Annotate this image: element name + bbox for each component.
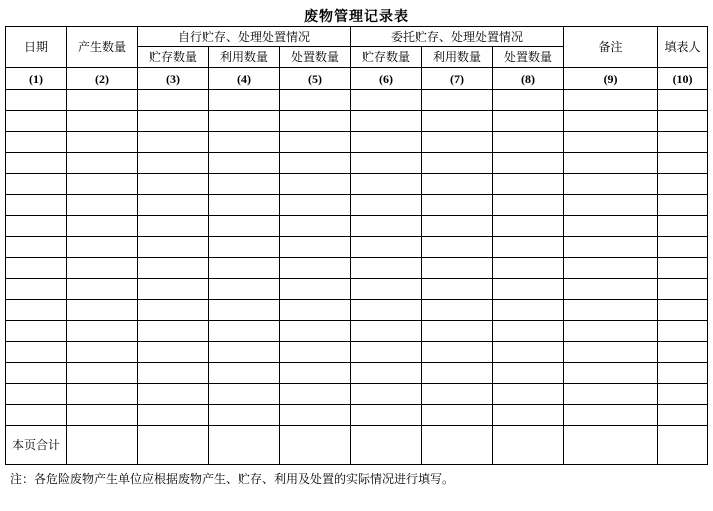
table-cell[interactable] — [209, 195, 280, 216]
page-total-label: 本页合计 — [11, 438, 60, 452]
table-cell[interactable] — [209, 90, 280, 111]
table-cell[interactable] — [422, 153, 493, 174]
table-cell[interactable] — [138, 426, 209, 465]
table-cell[interactable] — [209, 174, 280, 195]
table-cell[interactable] — [658, 342, 708, 363]
table-cell[interactable] — [351, 111, 422, 132]
table-cell[interactable] — [351, 279, 422, 300]
table-row — [6, 216, 708, 237]
table-cell[interactable] — [422, 363, 493, 384]
table-cell[interactable] — [138, 384, 209, 405]
table-cell[interactable] — [209, 321, 280, 342]
header-self-disposal: 处置数量 — [280, 47, 351, 68]
table-cell[interactable] — [422, 321, 493, 342]
table-cell[interactable] — [564, 342, 658, 363]
column-number: (6) — [351, 68, 422, 90]
table-cell[interactable] — [67, 132, 138, 153]
table-row — [6, 90, 708, 111]
table-cell[interactable] — [493, 90, 564, 111]
page-total-cell — [6, 426, 67, 465]
table-cell[interactable] — [658, 279, 708, 300]
table-row — [6, 363, 708, 384]
table-cell[interactable] — [209, 342, 280, 363]
table-cell[interactable] — [658, 174, 708, 195]
table-cell[interactable] — [493, 111, 564, 132]
table-cell[interactable] — [658, 384, 708, 405]
table-cell[interactable] — [351, 237, 422, 258]
table-cell[interactable] — [564, 300, 658, 321]
table-cell[interactable] — [6, 363, 67, 384]
table-cell[interactable] — [351, 405, 422, 426]
table-cell[interactable] — [67, 300, 138, 321]
table-cell[interactable] — [351, 342, 422, 363]
table-cell[interactable] — [138, 363, 209, 384]
table-cell[interactable] — [351, 426, 422, 465]
table-row — [6, 111, 708, 132]
table-row — [6, 132, 708, 153]
table-cell[interactable] — [351, 90, 422, 111]
column-number: (1) — [6, 68, 67, 90]
table-cell[interactable] — [280, 174, 351, 195]
table-cell[interactable] — [493, 363, 564, 384]
table-cell[interactable] — [6, 237, 67, 258]
header-remark: 备注 — [564, 27, 658, 68]
table-cell[interactable] — [493, 153, 564, 174]
table-cell[interactable] — [493, 174, 564, 195]
table-cell[interactable] — [280, 342, 351, 363]
table-cell[interactable] — [138, 153, 209, 174]
table-cell[interactable] — [351, 300, 422, 321]
table-cell[interactable] — [6, 342, 67, 363]
table-cell[interactable] — [6, 258, 67, 279]
table-cell[interactable] — [209, 258, 280, 279]
table-cell[interactable] — [6, 132, 67, 153]
table-cell[interactable] — [351, 132, 422, 153]
column-number: (7) — [422, 68, 493, 90]
table-cell[interactable] — [138, 405, 209, 426]
table-cell[interactable] — [351, 174, 422, 195]
table-cell[interactable] — [422, 195, 493, 216]
table-cell[interactable] — [422, 279, 493, 300]
table-cell[interactable] — [493, 132, 564, 153]
header-commission-storage: 贮存数量 — [351, 47, 422, 68]
table-cell[interactable] — [493, 321, 564, 342]
table-cell[interactable] — [209, 426, 280, 465]
column-number: (2) — [67, 68, 138, 90]
table-row — [6, 405, 708, 426]
table-cell[interactable] — [67, 342, 138, 363]
table-cell[interactable] — [564, 237, 658, 258]
table-cell[interactable] — [209, 132, 280, 153]
column-number: (5) — [280, 68, 351, 90]
column-number: (10) — [658, 68, 708, 90]
table-cell[interactable] — [280, 321, 351, 342]
table-cell[interactable] — [280, 300, 351, 321]
table-cell[interactable] — [658, 363, 708, 384]
table-cell[interactable] — [138, 174, 209, 195]
table-cell[interactable] — [351, 384, 422, 405]
table-cell[interactable] — [564, 321, 658, 342]
table-cell[interactable] — [493, 342, 564, 363]
table-cell[interactable] — [564, 195, 658, 216]
table-cell[interactable] — [422, 90, 493, 111]
table-cell[interactable] — [6, 384, 67, 405]
column-number: (8) — [493, 68, 564, 90]
page-total-row — [6, 426, 708, 465]
table-cell[interactable] — [67, 363, 138, 384]
table-cell[interactable] — [658, 111, 708, 132]
column-number: (4) — [209, 68, 280, 90]
table-cell[interactable] — [67, 426, 138, 465]
table-cell[interactable] — [280, 195, 351, 216]
table-cell[interactable] — [67, 237, 138, 258]
table-cell[interactable] — [280, 237, 351, 258]
table-cell[interactable] — [564, 426, 658, 465]
table-cell[interactable] — [209, 405, 280, 426]
table-cell[interactable] — [422, 132, 493, 153]
table-cell[interactable] — [6, 174, 67, 195]
table-cell[interactable] — [209, 111, 280, 132]
table-cell[interactable] — [351, 153, 422, 174]
header-produced: 产生数量 — [67, 27, 138, 68]
table-cell[interactable] — [658, 132, 708, 153]
table-cell[interactable] — [564, 405, 658, 426]
table-cell[interactable] — [67, 153, 138, 174]
table-cell[interactable] — [280, 363, 351, 384]
table-cell[interactable] — [67, 321, 138, 342]
table-cell[interactable] — [280, 90, 351, 111]
table-cell[interactable] — [564, 279, 658, 300]
table-cell[interactable] — [280, 216, 351, 237]
table-cell[interactable] — [422, 342, 493, 363]
table-cell[interactable] — [138, 237, 209, 258]
table-cell[interactable] — [138, 342, 209, 363]
table-cell[interactable] — [6, 321, 67, 342]
table-cell[interactable] — [280, 132, 351, 153]
table-cell[interactable] — [493, 237, 564, 258]
table-cell[interactable] — [351, 216, 422, 237]
table-cell[interactable] — [6, 111, 67, 132]
table-cell[interactable] — [422, 258, 493, 279]
table-row — [6, 237, 708, 258]
table-cell[interactable] — [209, 237, 280, 258]
table-cell[interactable] — [280, 153, 351, 174]
table-row — [6, 279, 708, 300]
table-cell[interactable] — [493, 195, 564, 216]
header-commission-group: 委托贮存、处理处置情况 — [351, 27, 564, 47]
table-cell[interactable] — [67, 195, 138, 216]
table-cell[interactable] — [658, 153, 708, 174]
table-cell[interactable] — [6, 279, 67, 300]
footnote: 注：各危险废物产生单位应根据废物产生、贮存、利用及处置的实际情况进行填写。 — [10, 472, 455, 486]
table-cell[interactable] — [351, 258, 422, 279]
header-self-group: 自行贮存、处理处置情况 — [138, 27, 351, 47]
table-cell[interactable] — [138, 132, 209, 153]
header-filler — [658, 27, 708, 68]
table-cell[interactable] — [658, 195, 708, 216]
table-cell[interactable] — [564, 216, 658, 237]
table-cell[interactable] — [422, 426, 493, 465]
table-row — [6, 258, 708, 279]
table-cell[interactable] — [209, 216, 280, 237]
table-cell[interactable] — [351, 363, 422, 384]
header-self-utilization: 利用数量 — [209, 47, 280, 68]
table-cell[interactable] — [209, 300, 280, 321]
header-commission-disposal: 处置数量 — [493, 47, 564, 68]
table-cell[interactable] — [67, 405, 138, 426]
table-cell[interactable] — [351, 195, 422, 216]
table-cell[interactable] — [67, 111, 138, 132]
column-number: (3) — [138, 68, 209, 90]
table-cell[interactable] — [564, 363, 658, 384]
table-row — [6, 195, 708, 216]
table-cell[interactable] — [493, 279, 564, 300]
table-cell[interactable] — [658, 216, 708, 237]
table-cell[interactable] — [138, 90, 209, 111]
table-cell[interactable] — [422, 174, 493, 195]
table-cell[interactable] — [493, 384, 564, 405]
table-cell[interactable] — [564, 174, 658, 195]
table-cell[interactable] — [67, 279, 138, 300]
header-self-storage: 贮存数量 — [138, 47, 209, 68]
table-cell[interactable] — [351, 321, 422, 342]
table-cell[interactable] — [658, 405, 708, 426]
table-cell[interactable] — [209, 363, 280, 384]
table-cell[interactable] — [658, 426, 708, 465]
table-cell[interactable] — [6, 153, 67, 174]
column-number: (9) — [564, 68, 658, 90]
table-cell[interactable] — [6, 90, 67, 111]
table-row — [6, 384, 708, 405]
header-date: 日期 — [6, 27, 67, 68]
table-cell[interactable] — [138, 258, 209, 279]
table-cell[interactable] — [422, 237, 493, 258]
table-cell[interactable] — [280, 426, 351, 465]
table-cell[interactable] — [658, 300, 708, 321]
table-cell[interactable] — [138, 195, 209, 216]
table-cell[interactable] — [493, 300, 564, 321]
table-cell[interactable] — [280, 111, 351, 132]
table-cell[interactable] — [138, 279, 209, 300]
table-cell[interactable] — [493, 216, 564, 237]
table-cell[interactable] — [564, 111, 658, 132]
table-cell[interactable] — [564, 384, 658, 405]
table-cell[interactable] — [658, 90, 708, 111]
table-cell[interactable] — [564, 153, 658, 174]
table-row — [6, 342, 708, 363]
table-cell[interactable] — [6, 195, 67, 216]
table-cell[interactable] — [67, 174, 138, 195]
table-cell[interactable] — [6, 216, 67, 237]
form-title: 废物管理记录表 — [304, 9, 409, 25]
table-cell[interactable] — [280, 279, 351, 300]
column-number-row — [6, 68, 708, 90]
table-cell[interactable] — [658, 258, 708, 279]
table-cell[interactable] — [280, 258, 351, 279]
table-cell[interactable] — [658, 237, 708, 258]
table-cell[interactable] — [422, 405, 493, 426]
table-cell[interactable] — [209, 384, 280, 405]
table-cell[interactable] — [67, 258, 138, 279]
table-cell[interactable] — [67, 90, 138, 111]
table-cell[interactable] — [6, 300, 67, 321]
table-cell[interactable] — [280, 405, 351, 426]
table-cell[interactable] — [67, 384, 138, 405]
table-row — [6, 321, 708, 342]
header-filler-label: 填表人 — [664, 40, 701, 54]
table-cell[interactable] — [6, 405, 67, 426]
table-row — [6, 300, 708, 321]
table-cell[interactable] — [209, 153, 280, 174]
table-cell[interactable] — [564, 258, 658, 279]
header-commission-utilization: 利用数量 — [422, 47, 493, 68]
table-cell[interactable] — [422, 111, 493, 132]
table-cell[interactable] — [209, 279, 280, 300]
table-cell[interactable] — [564, 132, 658, 153]
table-cell[interactable] — [138, 216, 209, 237]
waste-record-table — [5, 26, 708, 465]
table-cell[interactable] — [658, 321, 708, 342]
table-cell[interactable] — [422, 216, 493, 237]
table-row — [6, 153, 708, 174]
table-row — [6, 174, 708, 195]
table-cell[interactable] — [493, 405, 564, 426]
table-cell[interactable] — [422, 384, 493, 405]
table-cell[interactable] — [493, 258, 564, 279]
table-cell[interactable] — [138, 321, 209, 342]
table-cell[interactable] — [138, 300, 209, 321]
table-cell[interactable] — [138, 111, 209, 132]
table-cell[interactable] — [422, 300, 493, 321]
table-cell[interactable] — [493, 426, 564, 465]
table-cell[interactable] — [280, 384, 351, 405]
table-cell[interactable] — [67, 216, 138, 237]
table-cell[interactable] — [564, 90, 658, 111]
